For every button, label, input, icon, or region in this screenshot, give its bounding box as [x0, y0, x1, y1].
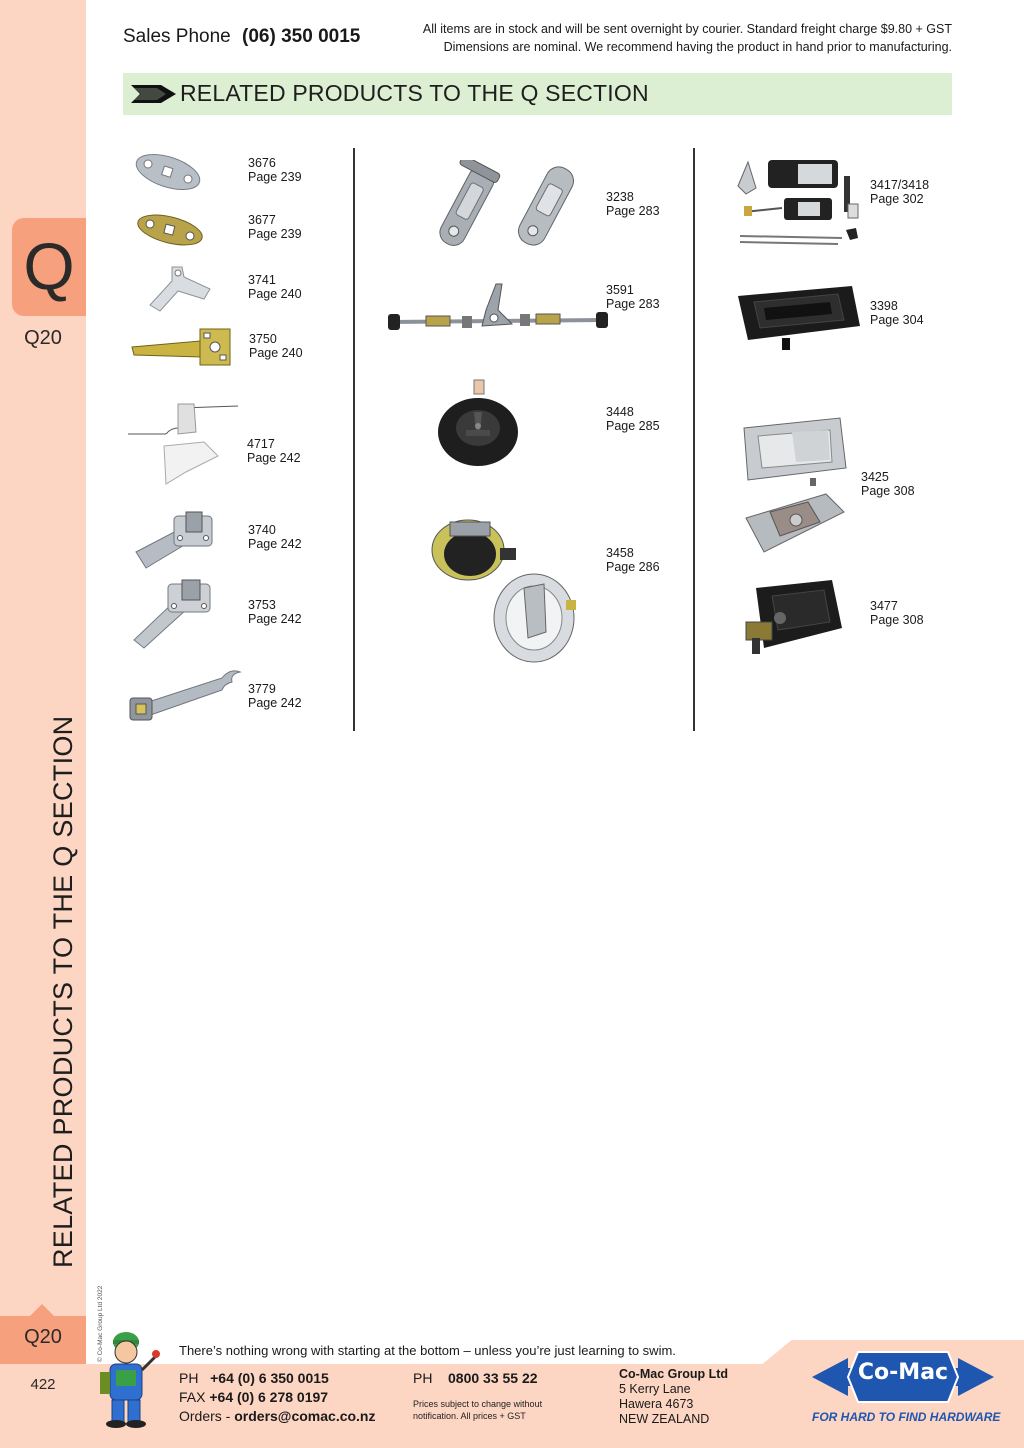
- nylon-latch-icon: [126, 398, 241, 490]
- product-3750[interactable]: [130, 325, 330, 370]
- product-3477[interactable]: [742, 578, 952, 658]
- product-code: 3753: [248, 598, 276, 612]
- phone-label: PH: [179, 1370, 199, 1386]
- product-3458[interactable]: [428, 514, 682, 664]
- product-code: 3676: [248, 156, 276, 170]
- fax-number: +64 (0) 6 278 0197: [209, 1389, 329, 1405]
- product-page: Page 242: [248, 612, 302, 626]
- vertical-section-title: RELATED PRODUCTS TO THE Q SECTION: [48, 715, 78, 1268]
- footer-phone: [179, 1368, 329, 1388]
- tee-handle-icon: [428, 514, 580, 664]
- product-code: 3591: [606, 283, 634, 297]
- sales-phone-number[interactable]: (06) 350 0015: [242, 26, 361, 47]
- phone-number[interactable]: +64 (0) 6 350 0015: [210, 1370, 329, 1386]
- arrow-icon: [131, 84, 177, 104]
- product-code: 3448: [606, 405, 634, 419]
- section-letter: Q: [23, 229, 75, 303]
- footer-freephone: [413, 1368, 538, 1388]
- freephone-number[interactable]: 0800 33 55 22: [448, 1370, 538, 1386]
- section-banner: [123, 73, 952, 115]
- sales-phone-label: Sales Phone: [123, 26, 231, 47]
- product-page: Page 304: [870, 313, 924, 327]
- product-code: 3740: [248, 523, 276, 537]
- product-page: Page 285: [606, 419, 660, 433]
- product-page: Page 283: [606, 297, 660, 311]
- product-page: Page 308: [861, 484, 915, 498]
- product-page: Page 283: [606, 204, 660, 218]
- round-latch-icon: [436, 378, 520, 468]
- orders-label: Orders -: [179, 1408, 231, 1424]
- copyright: © Co-Mac Group Ltd 2022: [97, 1285, 104, 1362]
- product-page: Page 240: [248, 287, 302, 301]
- product-3238[interactable]: [432, 160, 682, 252]
- product-3448[interactable]: [436, 378, 682, 468]
- product-code: 4717: [247, 437, 275, 451]
- stainless-paddle-icon: [740, 416, 850, 564]
- product-code: 3477: [870, 599, 898, 613]
- rod-linkage-icon: [386, 280, 611, 340]
- product-3753[interactable]: [130, 578, 330, 650]
- shipping-notice: [423, 20, 952, 56]
- price-note-line-1: Prices subject to change without: [413, 1399, 543, 1409]
- product-code: 3425: [861, 470, 889, 484]
- footer-tagline: There’s nothing wrong with starting at the bottom – unless you’re just learning to swim.: [179, 1343, 676, 1358]
- black-paddle-lock-icon: [742, 578, 846, 658]
- address-line-2: Hawera 4673: [619, 1397, 694, 1411]
- section-code: Q20: [24, 327, 62, 349]
- footer-orders: [179, 1406, 376, 1426]
- product-page: Page 302: [870, 192, 924, 206]
- orders-email-link[interactable]: orders@comac.co.nz: [234, 1408, 376, 1424]
- section-tab[interactable]: [12, 218, 86, 316]
- product-code: 3417/3418: [870, 178, 930, 192]
- logo-tagline: FOR HARD TO FIND HARDWARE: [812, 1410, 1001, 1424]
- product-4717[interactable]: [126, 398, 330, 490]
- product-code: 3741: [248, 273, 276, 287]
- notice-line-1: All items are in stock and will be sent overnight by courier. Standard freight charge $9.80 + GST: [422, 22, 952, 36]
- product-page: Page 242: [247, 451, 301, 465]
- product-code: 3779: [248, 682, 276, 696]
- column-divider: [353, 148, 355, 731]
- column-divider: [693, 148, 695, 731]
- bracket-plate-icon: [130, 325, 235, 370]
- price-note: [413, 1398, 542, 1422]
- freephone-label: PH: [413, 1370, 433, 1386]
- company-address: [619, 1367, 728, 1427]
- product-3740[interactable]: [134, 510, 330, 572]
- product-page: Page 240: [249, 346, 303, 360]
- oval-plate-icon: [130, 205, 210, 255]
- black-paddle-handle-icon: [734, 284, 862, 354]
- product-3398[interactable]: [734, 284, 952, 354]
- bottom-section-code: Q20: [24, 1326, 62, 1348]
- cam-bracket-icon: [134, 510, 219, 572]
- oval-plate-icon: [130, 148, 210, 198]
- l-plate-icon: [140, 263, 215, 313]
- swing-handle-icon: [432, 160, 582, 252]
- address-line-3: NEW ZEALAND: [619, 1412, 710, 1426]
- product-code: 3398: [870, 299, 898, 313]
- product-page: Page 242: [248, 696, 302, 710]
- product-code: 3677: [248, 213, 276, 227]
- paddle-latch-kit-icon: [734, 158, 864, 250]
- product-3779[interactable]: [126, 662, 330, 724]
- product-3741[interactable]: [140, 263, 330, 313]
- bottom-code-notch: [30, 1304, 54, 1316]
- product-code: 3750: [249, 332, 277, 346]
- product-page: Page 286: [606, 560, 660, 574]
- address-line-1: 5 Kerry Lane: [619, 1382, 691, 1396]
- product-page: Page 308: [870, 613, 924, 627]
- fax-label: FAX: [179, 1389, 206, 1405]
- product-3591[interactable]: [386, 280, 682, 340]
- banner-title: RELATED PRODUCTS TO THE Q SECTION: [180, 80, 649, 106]
- product-3676[interactable]: [130, 148, 330, 198]
- page-number: 422: [30, 1376, 56, 1393]
- notice-line-2: Dimensions are nominal. We recommend having the product in hand prior to manufacturing.: [443, 40, 952, 54]
- product-code: 3458: [606, 546, 634, 560]
- sales-phone: [123, 26, 360, 48]
- company-name: Co-Mac Group Ltd: [619, 1367, 729, 1381]
- product-page: Page 239: [248, 227, 302, 241]
- product-code: 3238: [606, 190, 634, 204]
- price-note-line-2: notification. All prices + GST: [413, 1411, 526, 1421]
- cam-bracket-icon: [130, 578, 215, 650]
- product-3417-3418[interactable]: [734, 158, 952, 250]
- mascot-plumber-icon: [96, 1326, 162, 1430]
- product-3425[interactable]: [740, 416, 952, 564]
- footer-fax: [179, 1387, 328, 1407]
- product-page: Page 242: [248, 537, 302, 551]
- hook-cam-icon: [126, 662, 244, 724]
- logo-text: Co-Mac: [857, 1360, 949, 1385]
- product-page: Page 239: [248, 170, 302, 184]
- product-3677[interactable]: [130, 205, 330, 255]
